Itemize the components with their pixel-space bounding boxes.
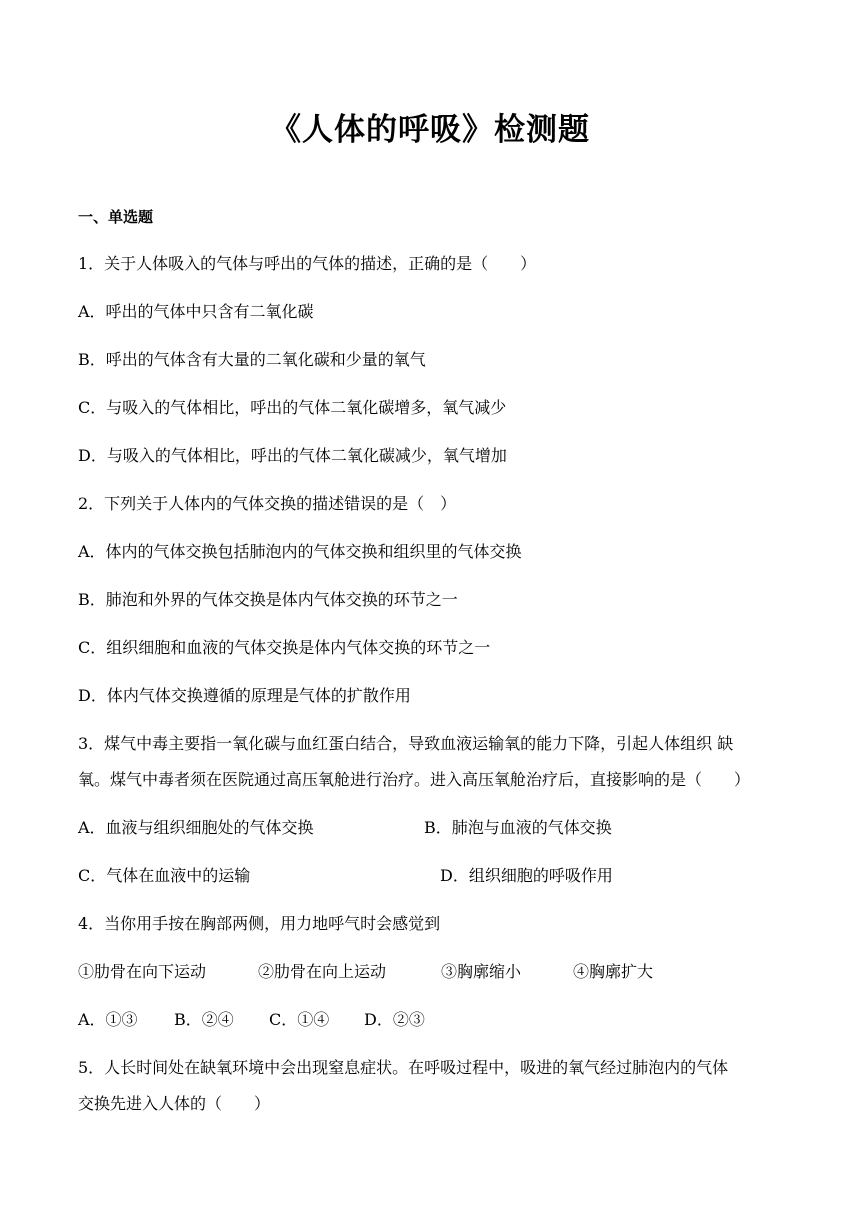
question-3-option-d: D．组织细胞的呼吸作用 (440, 866, 613, 885)
question-1-option-d: D．与吸入的气体相比，呼出的气体二氧化碳减少，氧气增加 (78, 446, 507, 465)
question-4-option-b: B．②④ (174, 1010, 234, 1029)
question-1-option-a: A．呼出的气体中只含有二氧化碳 (78, 302, 314, 321)
question-3-option-b: B．肺泡与血液的气体交换 (424, 818, 612, 837)
question-4-statement-4: ④胸廓扩大 (573, 962, 654, 981)
question-3-stem-line-2: 氧。煤气中毒者须在医院通过高压氧舱进行治疗。进入高压氧舱治疗后，直接影响的是（ ） (78, 770, 751, 789)
question-2-option-d: D．体内气体交换遵循的原理是气体的扩散作用 (78, 686, 411, 705)
question-3-option-c: C．气体在血液中的运输 (78, 866, 251, 885)
question-4-stem: 4．当你用手按在胸部两侧，用力地呼气时会感觉到 (78, 914, 441, 933)
question-1-option-b: B．呼出的气体含有大量的二氧化碳和少量的氧气 (78, 350, 426, 369)
question-2-option-a: A．体内的气体交换包括肺泡内的气体交换和组织里的气体交换 (78, 542, 522, 561)
question-4-option-d: D．②③ (364, 1010, 425, 1029)
question-5-stem-line-2: 交换先进入人体的（ ） (78, 1094, 271, 1113)
question-4-statement-2: ②肋骨在向上运动 (258, 962, 387, 981)
question-2-option-c: C．组织细胞和血液的气体交换是体内气体交换的环节之一 (78, 638, 491, 657)
question-3-stem-line-1: 3．煤气中毒主要指一氧化碳与血红蛋白结合，导致血液运输氧的能力下降，引起人体组织 缺 (78, 734, 734, 753)
question-5-stem-line-1: 5．人长时间处在缺氧环境中会出现窒息症状。在呼吸过程中，吸进的氧气经过肺泡内的气体 (78, 1058, 729, 1077)
question-1-stem: 1．关于人体吸入的气体与呼出的气体的描述，正确的是（ ） (78, 254, 537, 273)
question-4-statement-1: ①肋骨在向下运动 (78, 962, 207, 981)
question-2-option-b: B．肺泡和外界的气体交换是体内气体交换的环节之一 (78, 590, 458, 609)
question-2-stem: 2．下列关于人体内的气体交换的描述错误的是（ ） (78, 494, 457, 513)
question-4-option-a: A．①③ (78, 1010, 138, 1029)
page-title: 《人体的呼吸》检测题 (270, 112, 590, 148)
question-3-option-a: A．血液与组织细胞处的气体交换 (78, 818, 314, 837)
question-4-statement-3: ③胸廓缩小 (441, 962, 522, 981)
section-heading: 一、单选题 (78, 208, 154, 226)
question-4-option-c: C．①④ (269, 1010, 330, 1029)
question-1-option-c: C．与吸入的气体相比，呼出的气体二氧化碳增多，氧气减少 (78, 398, 507, 417)
